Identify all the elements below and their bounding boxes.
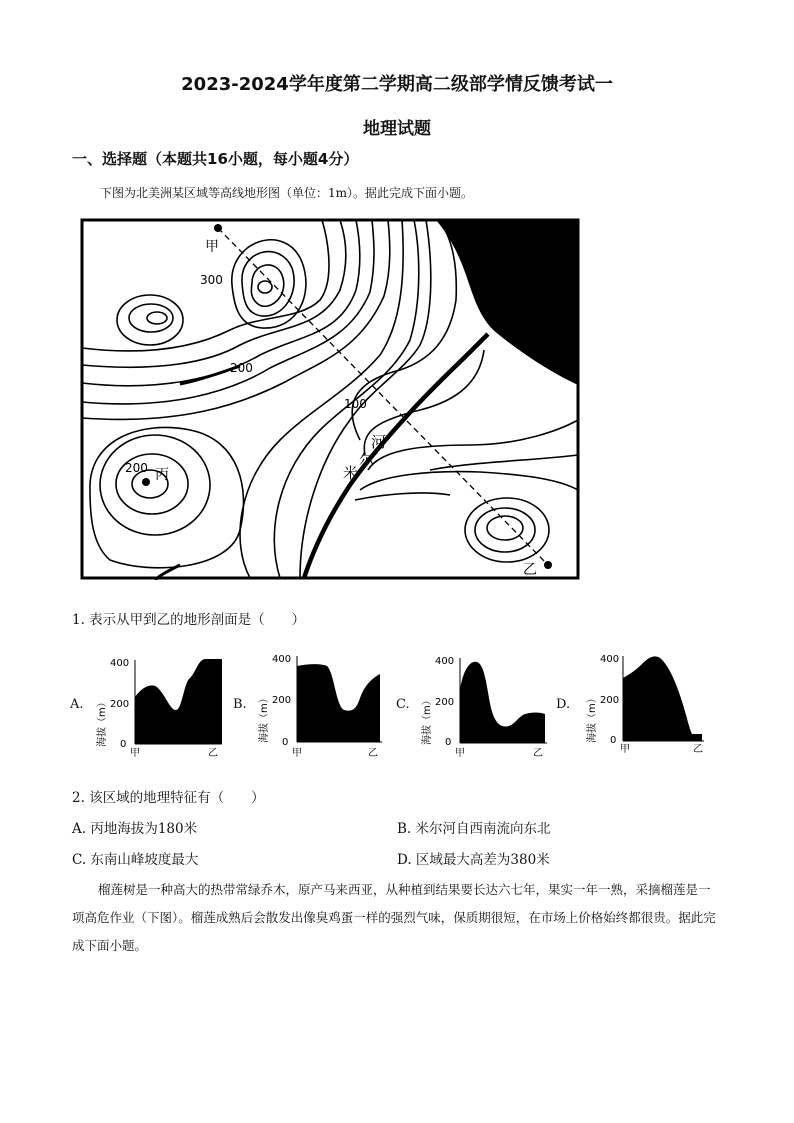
profile-c-chart[interactable] xyxy=(415,650,555,762)
map-intro: 下图为北美洲某区域等高线地形图（单位：1m）。据此完成下面小题。 xyxy=(100,186,474,200)
section-heading: 一、选择题（本题共16小题，每小题4分） xyxy=(72,150,359,168)
label-200-b: 200 xyxy=(125,461,148,475)
exam-title: 2023-2024学年度第二学期高二级部学情反馈考试一 xyxy=(181,74,613,95)
point-jia xyxy=(214,224,222,232)
profile-c-ylabel: 海拔（m） xyxy=(422,695,433,745)
profile-d-ylabel: 海拔（m） xyxy=(587,693,598,743)
label-river-mi: 米 xyxy=(343,464,359,482)
durian-passage: 榴莲树是一种高大的热带常绿乔木，原产马来西亚，从种植到结果要长达六七年，果实一年一熟，采摘榴莲是一项高危作业（下图）。榴莲成熟后会散发出像臭鸡蛋一样的强烈气味，保质期很短，在市场上价格始终都很贵。据此完成下面小题。 xyxy=(72,882,716,953)
profile-c-start: 甲 xyxy=(455,748,465,759)
q2-option-b[interactable]: B. 米尔河自西南流向东北 xyxy=(397,821,551,837)
profile-c-y0: 0 xyxy=(445,737,452,748)
label-river-he: 河 xyxy=(371,433,387,451)
q2-option-c[interactable]: C. 东南山峰坡度最大 xyxy=(72,852,199,868)
profile-d-end: 乙 xyxy=(693,744,703,755)
question-2-stem: 2. 该区域的地理特征有（ ） xyxy=(72,790,265,806)
q1-option-a-letter[interactable]: A. xyxy=(70,697,84,712)
exam-subject: 地理试题 xyxy=(363,119,431,139)
profile-a-y400: 400 xyxy=(110,658,130,669)
label-bing: 丙 xyxy=(155,467,169,483)
profile-c-y400: 400 xyxy=(435,656,455,667)
q2-option-d[interactable]: D. 区域最大高差为380米 xyxy=(397,852,550,868)
profile-b-y200: 200 xyxy=(272,695,292,706)
label-200-a: 200 xyxy=(230,361,253,375)
profile-c-shape xyxy=(460,662,545,743)
profile-a-shape xyxy=(135,659,222,744)
profile-b-ylabel: 海拔（m） xyxy=(259,693,270,743)
label-100: 100 xyxy=(344,397,367,411)
point-bing xyxy=(142,478,150,486)
question-1-stem: 1. 表示从甲到乙的地形剖面是（ ） xyxy=(72,612,306,628)
profile-d-start: 甲 xyxy=(620,744,630,755)
profile-b-start: 甲 xyxy=(292,748,302,759)
profile-a-end: 乙 xyxy=(208,748,218,759)
profile-a-y200: 200 xyxy=(110,699,130,710)
profile-b-shape xyxy=(297,664,380,742)
label-300: 300 xyxy=(200,273,223,287)
point-yi xyxy=(544,561,552,569)
profile-b-chart[interactable] xyxy=(252,648,392,762)
profile-b-end: 乙 xyxy=(368,748,378,759)
profile-d-y0: 0 xyxy=(610,735,617,746)
label-yi: 乙 xyxy=(523,562,537,578)
profile-a-y0: 0 xyxy=(120,739,127,750)
profile-d-shape xyxy=(623,656,702,741)
label-river-er: 尔 xyxy=(359,451,375,469)
q1-option-c-letter[interactable]: C. xyxy=(396,697,410,712)
profile-c-end: 乙 xyxy=(533,748,543,759)
profile-a-ylabel: 海拔（m） xyxy=(97,697,108,747)
profile-d-chart[interactable] xyxy=(580,648,720,760)
q1-option-b-letter[interactable]: B. xyxy=(233,697,247,712)
q1-option-d-letter[interactable]: D. xyxy=(556,697,571,712)
profile-b-y400: 400 xyxy=(272,654,292,665)
profile-b-y0: 0 xyxy=(282,737,289,748)
q2-option-a[interactable]: A. 丙地海拔为180米 xyxy=(72,821,198,837)
contour-map xyxy=(80,218,580,580)
profile-c-y200: 200 xyxy=(435,697,455,708)
label-jia: 甲 xyxy=(205,239,219,255)
profile-d-y400: 400 xyxy=(600,654,620,665)
profile-d-y200: 200 xyxy=(600,695,620,706)
profile-a-start: 甲 xyxy=(130,748,140,759)
profile-a-chart[interactable] xyxy=(90,652,230,762)
